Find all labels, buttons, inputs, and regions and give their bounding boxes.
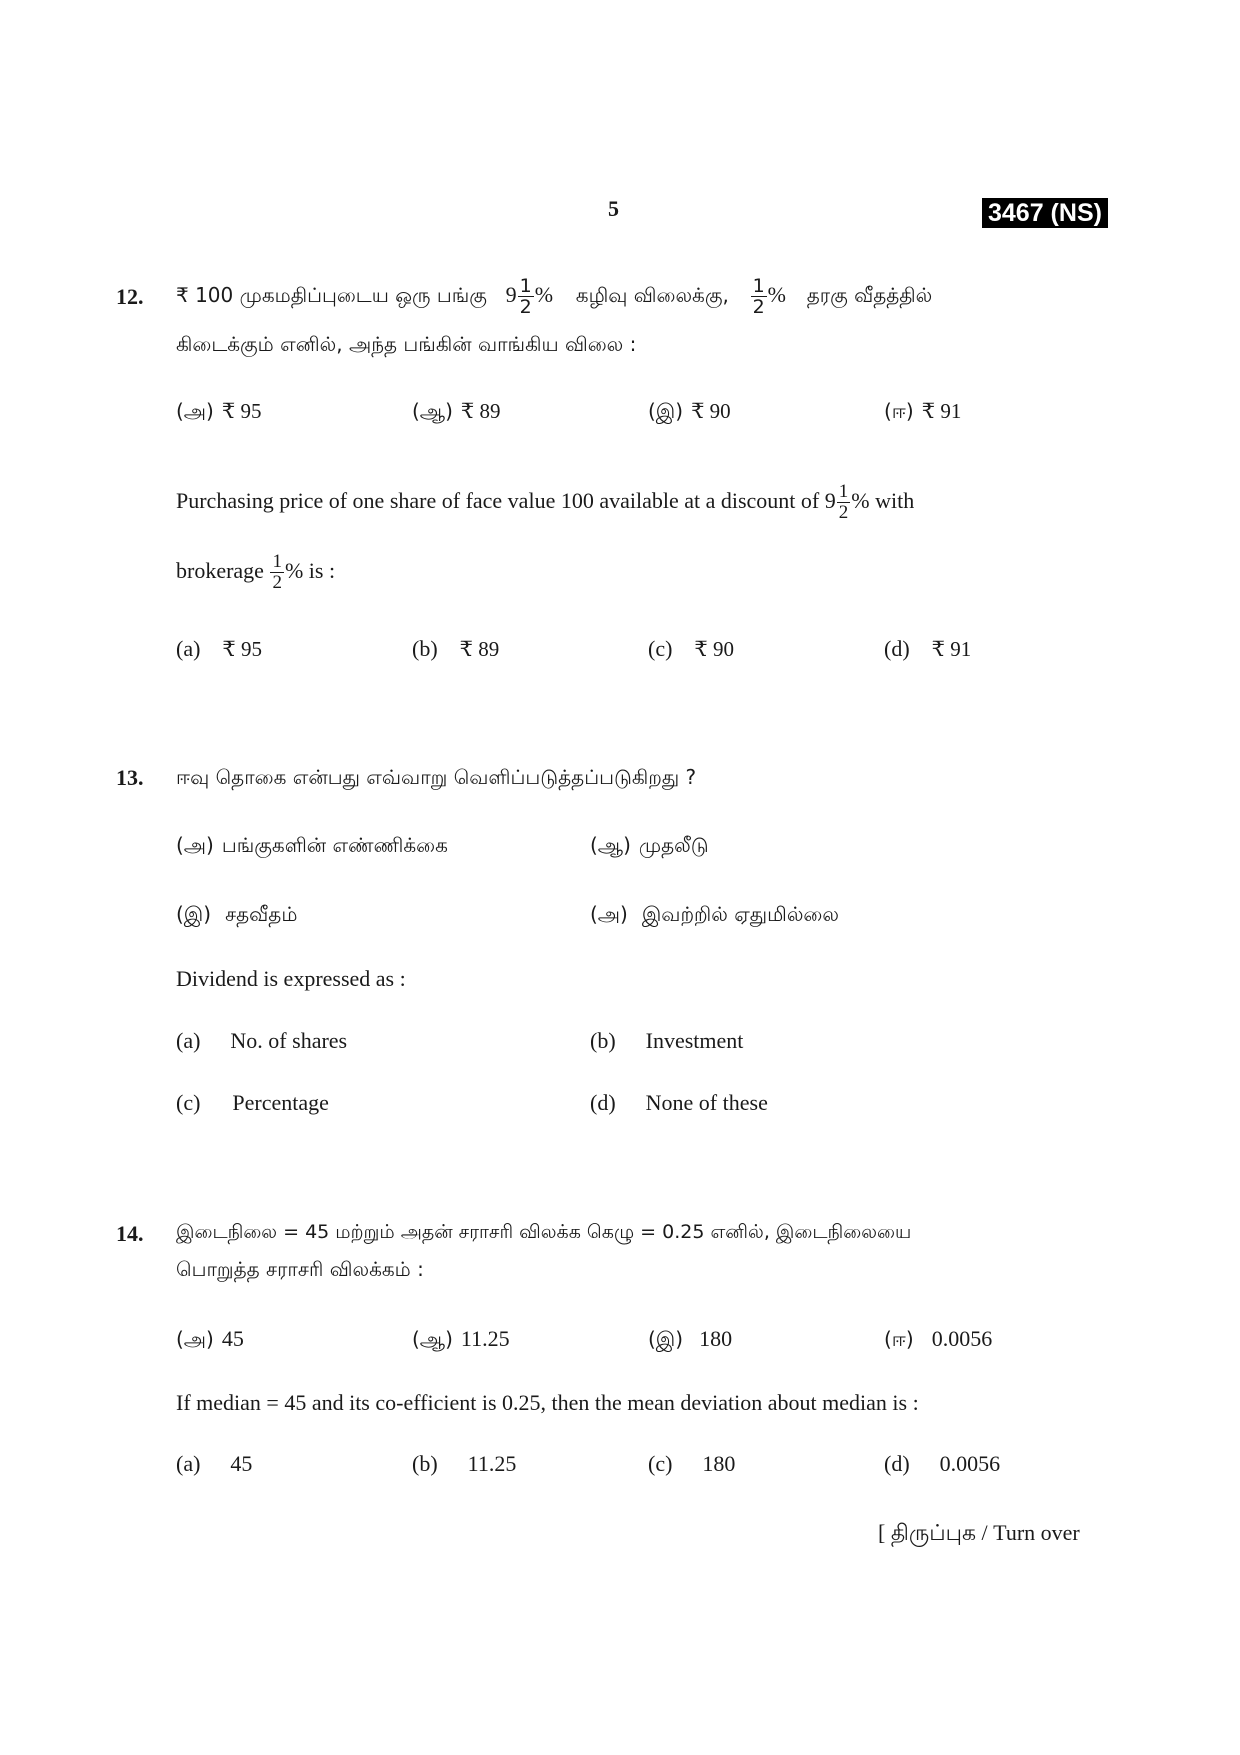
q12-english-line-1: Purchasing price of one share of face value 100 available at a discount of 9 $\frac{1}{2}$ % with <box>176 481 915 524</box>
q13-ta-option-4[interactable]: (அ) இவற்றில் ஏதுமில்லை <box>590 902 839 926</box>
q13-en-option-c[interactable]: (c) Percentage <box>176 1090 329 1115</box>
q14-english-options <box>176 1451 1076 1481</box>
q13-english-options-row-2 <box>176 1090 1076 1120</box>
q12-tamil-text-a: ₹ 100 முகமதிப்புடைய ஒரு பங்கு <box>176 283 487 307</box>
q13-en-option-d[interactable]: (d) None of these <box>590 1090 768 1115</box>
q12-ta-option-4[interactable]: (ஈ) ₹ 91 <box>884 399 962 423</box>
q13-ta-option-1[interactable]: (அ) பங்குகளின் எண்ணிக்கை <box>176 833 448 857</box>
q12-ta-option-1[interactable]: (அ) ₹ 95 <box>176 399 262 423</box>
q12-en-mixed-whole: 9 <box>824 488 836 513</box>
q12-en-option-a[interactable]: (a) ₹ 95 <box>176 636 263 661</box>
q14-en-option-c[interactable]: (c) 180 <box>648 1451 736 1476</box>
q12-tamil-line-2: கிடைக்கும் எனில், அந்த பங்கின் வாங்கிய விலை : <box>176 332 637 356</box>
page-number: 5 <box>608 196 619 221</box>
q12-tamil-line-1: ₹ 100 முகமதிப்புடைய ஒரு பங்கு 9 $\frac{1}{2}$ % கழிவு விலைக்கு, $\frac{1}{2}$ % தரகு வீதத்தில் <box>176 275 933 318</box>
q13-ta-option-3[interactable]: (இ) சதவீதம் <box>176 902 298 926</box>
q14-ta-option-4[interactable]: (ஈ) 0.0056 <box>884 1326 993 1351</box>
q12-ta-option-2[interactable]: (ஆ) ₹ 89 <box>412 399 501 423</box>
q14-tamil-options <box>176 1326 1076 1356</box>
q12-english-text-d: is : <box>308 558 336 583</box>
q12-tamil-text-b: கழிவு விலைக்கு, <box>575 283 729 307</box>
q13-tamil-options-row-2 <box>176 902 1076 932</box>
q13-en-option-b[interactable]: (b) Investment <box>590 1028 744 1053</box>
q13-tamil-options-row-1 <box>176 833 1076 863</box>
q12-en-option-c[interactable]: (c) ₹ 90 <box>648 636 735 661</box>
q13-en-option-a[interactable]: (a) No. of shares <box>176 1028 348 1053</box>
q12-tamil-text-c: தரகு வீதத்தில் <box>806 283 933 307</box>
q12-mixed-fraction: $\frac{1}{2}$ <box>519 275 532 318</box>
question-12-number: 12. <box>116 284 144 309</box>
q13-tamil-question: ஈவு தொகை என்பது எவ்வாறு வெளிப்படுத்தப்படுகிறது ? <box>176 765 697 789</box>
q14-ta-option-2[interactable]: (ஆ) 11.25 <box>412 1326 510 1351</box>
q12-brokerage-fraction: $\frac{1}{2}$ <box>752 275 765 318</box>
q14-ta-option-1[interactable]: (அ) 45 <box>176 1326 244 1351</box>
q13-ta-option-2[interactable]: (ஆ) முதலீடு <box>590 833 709 857</box>
q14-english-question: If median = 45 and its co-efficient is 0.25, then the mean deviation about median is : <box>176 1390 919 1415</box>
q12-en-mixed-fraction: $\frac{1}{2}$ <box>838 481 849 524</box>
q13-english-question: Dividend is expressed as : <box>176 966 406 991</box>
q12-english-text-b: with <box>875 488 915 513</box>
q12-ta-option-3[interactable]: (இ) ₹ 90 <box>648 399 731 423</box>
q14-tamil-line-1: இடைநிலை = 45 மற்றும் அதன் சராசரி விலக்க கெழு = 0.25 எனில், இடைநிலையை <box>176 1221 912 1243</box>
q12-english-options <box>176 636 1076 666</box>
q12-tamil-options <box>176 399 1076 429</box>
q12-en-brokerage-fraction: $\frac{1}{2}$ <box>272 551 282 594</box>
q12-en-option-d[interactable]: (d) ₹ 91 <box>884 636 972 661</box>
q14-en-option-b[interactable]: (b) 11.25 <box>412 1451 517 1476</box>
q14-tamil-line-2: பொறுத்த சராசரி விலக்கம் : <box>176 1257 424 1281</box>
question-14-number: 14. <box>116 1221 144 1246</box>
q14-en-option-d[interactable]: (d) 0.0056 <box>884 1451 1001 1476</box>
q14-ta-option-3[interactable]: (இ) 180 <box>648 1326 733 1351</box>
q12-mixed-whole: 9 <box>505 282 517 307</box>
q14-en-option-a[interactable]: (a) 45 <box>176 1451 253 1476</box>
q12-english-text-c: brokerage <box>176 558 264 583</box>
q12-english-line-2: brokerage $\frac{1}{2}$ % is : <box>176 551 336 594</box>
paper-code-badge: 3467 (NS) <box>982 198 1108 228</box>
q12-english-text-a: Purchasing price of one share of face value 100 available at a discount of <box>176 488 820 513</box>
q13-english-options-row-1 <box>176 1028 1076 1058</box>
question-13-number: 13. <box>116 765 144 790</box>
turn-over-note: [ திருப்புக / Turn over <box>878 1520 1080 1545</box>
q12-en-option-b[interactable]: (b) ₹ 89 <box>412 636 500 661</box>
